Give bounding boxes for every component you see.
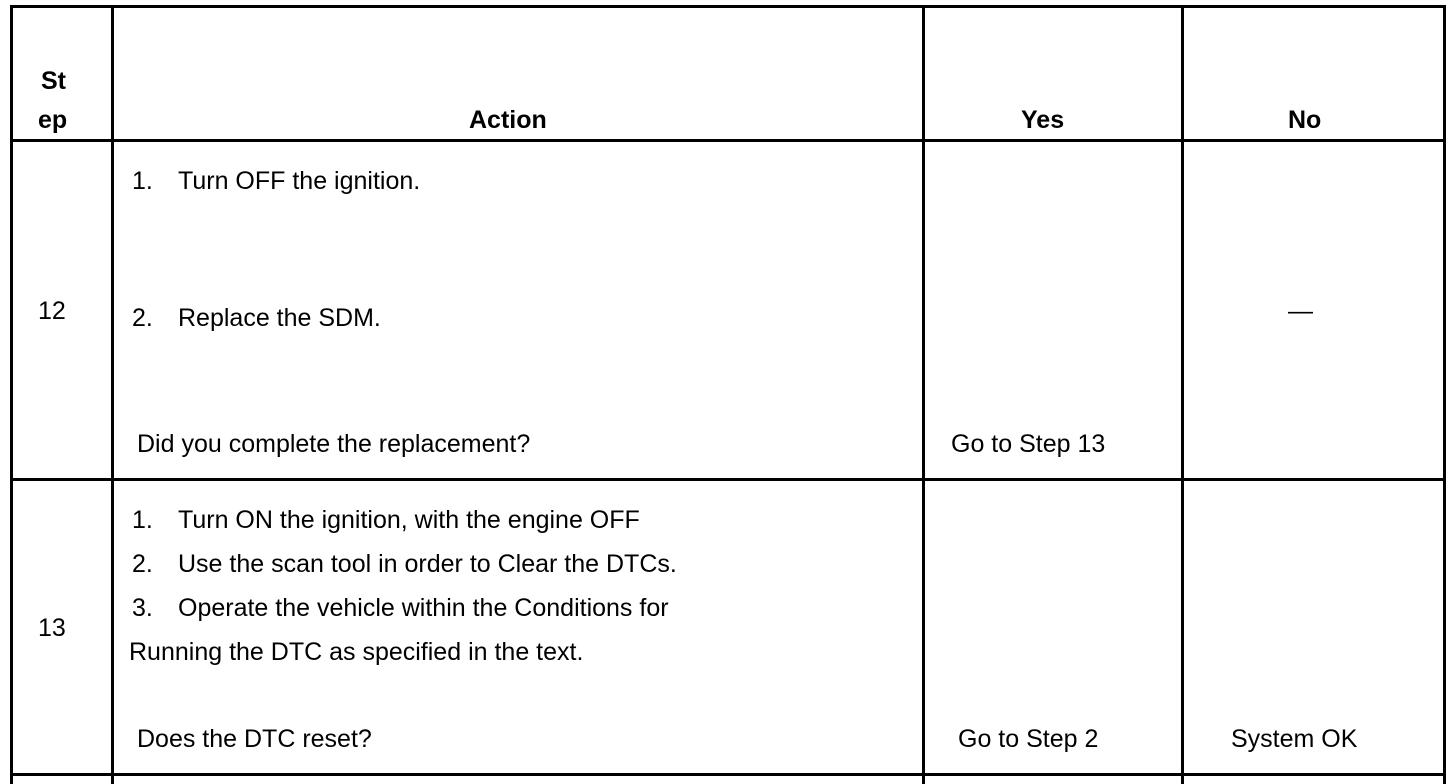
action-item-text: Replace the SDM. bbox=[178, 304, 381, 332]
action-item bbox=[132, 549, 677, 579]
action-question: Did you complete the replacement? bbox=[137, 430, 531, 458]
table-left-border bbox=[10, 5, 13, 784]
action-continuation: Running the DTC as specified in the text. bbox=[129, 638, 584, 666]
step-number: 12 bbox=[38, 297, 66, 325]
row-12-bottom-border bbox=[10, 478, 1446, 481]
header-step-line2: ep bbox=[38, 106, 68, 134]
header-step-line1: St bbox=[41, 67, 66, 95]
action-column-divider bbox=[922, 5, 925, 784]
header-bottom-border bbox=[10, 139, 1446, 142]
action-item-text: Operate the vehicle within the Conditions for bbox=[178, 594, 669, 622]
action-item-number: 3. bbox=[132, 594, 153, 622]
action-item-text: Turn ON the ignition, with the engine OFF bbox=[178, 506, 640, 534]
table-top-border bbox=[10, 5, 1446, 8]
yes-result: Go to Step 13 bbox=[951, 430, 1106, 458]
yes-result: Go to Step 2 bbox=[958, 725, 1099, 753]
header-yes: Yes bbox=[1021, 106, 1065, 134]
action-item-number: 2. bbox=[132, 550, 153, 578]
action-item bbox=[132, 166, 420, 196]
action-item-number: 1. bbox=[132, 506, 153, 534]
action-item-text: Use the scan tool in order to Clear the DTCs. bbox=[178, 550, 677, 578]
action-question: Does the DTC reset? bbox=[137, 725, 372, 753]
step-number: 13 bbox=[38, 614, 66, 642]
row-13-bottom-border bbox=[10, 773, 1446, 776]
action-item bbox=[132, 593, 669, 623]
action-item bbox=[132, 303, 381, 333]
yes-column-divider bbox=[1181, 5, 1184, 784]
action-item-text: Turn OFF the ignition. bbox=[178, 167, 421, 195]
step-column-divider bbox=[111, 5, 114, 784]
no-result: System OK bbox=[1231, 725, 1358, 753]
action-item-number: 2. bbox=[132, 304, 153, 332]
action-item bbox=[132, 505, 640, 535]
header-no: No bbox=[1288, 106, 1322, 134]
no-result: — bbox=[1288, 297, 1313, 325]
action-item-number: 1. bbox=[132, 167, 153, 195]
table-right-border bbox=[1443, 5, 1446, 784]
header-action: Action bbox=[469, 106, 547, 134]
